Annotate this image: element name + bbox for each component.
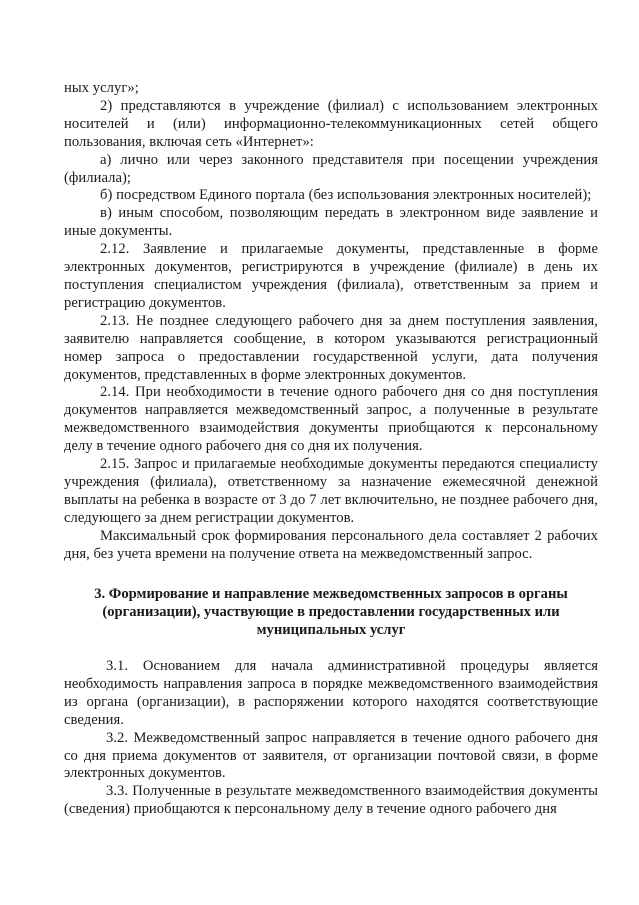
paragraph: в) иным способом, позволяющим передать в электронном виде заявление и иные документы. <box>64 205 598 240</box>
section-heading: 3. Формирование и направление межведомственных запросов в органы (организации), участвующие в предоставлении государственных или муниципальных услуг <box>94 586 568 638</box>
paragraph: 3.3. Полученные в результате межведомственного взаимодействия документы (сведения) приобщаются к персональному делу в течение одного рабочего дня <box>64 783 598 818</box>
paragraph: 2) представляются в учреждение (филиал) с использованием электронных носителей и (или) информационно-телекоммуникационных сетей общего пользования, включая сеть «Интернет»: <box>64 97 598 150</box>
paragraph: 2.13. Не позднее следующего рабочего дня за днем поступления заявления, заявителю направляется сообщение, в котором указываются регистрационный номер запроса о предоставлении государственной услуги, дата получения документов, представленных в форме электронных документов. <box>64 312 598 383</box>
paragraph: 3.1. Основанием для начала административной процедуры является необходимость направления запроса в порядке межведомственного взаимодействия из органа (организации), в распоряжении которого находятся соответствующие сведения. <box>64 658 598 728</box>
paragraph: 2.14. При необходимости в течение одного рабочего дня со дня поступления документов направляется межведомственный запрос, а полученные в результате межведомственного взаимодействия документы приобщаются к персональному делу в течение одного рабочего дня со дня их получения. <box>64 384 598 455</box>
paragraph: 3.2. Межведомственный запрос направляется в течение одного рабочего дня со дня приема документов от заявителя, от организации почтовой связи, в форме электронных документов. <box>64 729 598 782</box>
paragraph: ных услуг»; <box>64 80 139 96</box>
paragraph: б) посредством Единого портала (без использования электронных носителей); <box>100 187 592 204</box>
body-text-bottom <box>64 658 598 819</box>
paragraph: а) лично или через законного представителя при посещении учреждения (филиала); <box>64 151 598 186</box>
body-text-top <box>64 80 598 563</box>
paragraph: 2.15. Запрос и прилагаемые необходимые документы передаются специалисту учреждения (филиала), ответственному за назначение ежемесячной денежной выплаты на ребенка в возрасте от 3 до 7 лет включительно, не позднее рабочего дня, следующего за днем регистрации документов. <box>64 456 598 526</box>
paragraph: Максимальный срок формирования персонального дела составляет 2 рабочих дня, без учета времени на получение ответа на межведомственный запрос. <box>64 527 598 562</box>
paragraph: 2.12. Заявление и прилагаемые документы, представленные в форме электронных документов, регистрируются в учреждение (филиале) в день их поступления специалистом учреждения (филиала), ответственным за прием и регистрацию документов. <box>64 241 598 311</box>
